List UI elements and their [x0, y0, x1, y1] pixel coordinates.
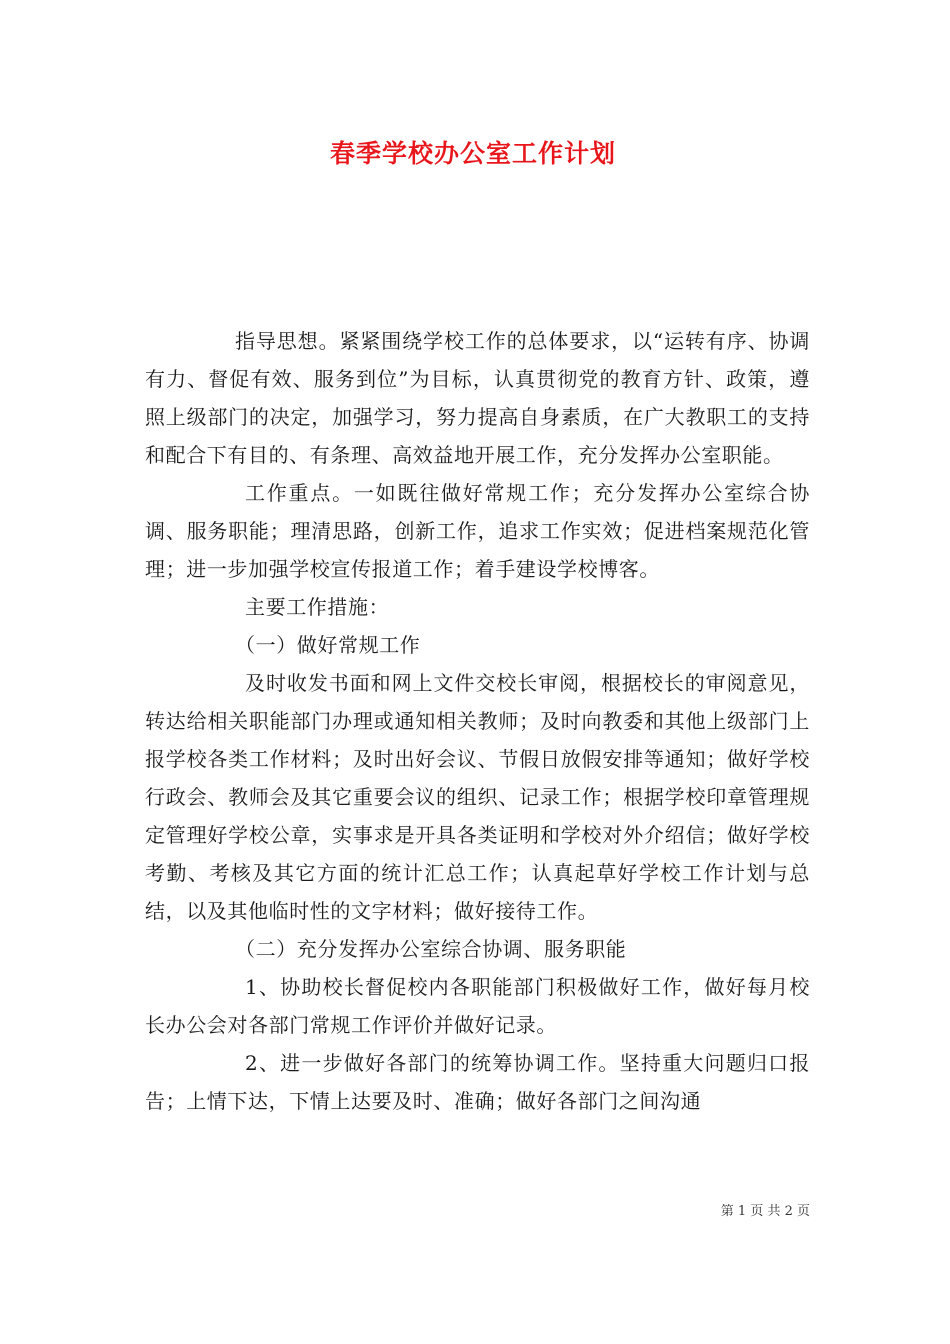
paragraph-coordination-item-1: 1、协助校长督促校内各职能部门积极做好工作，做好每月校长办公会对各部门常规工作评价并做好记录。: [145, 975, 810, 1037]
paragraph-coordination-item-2: 2、进一步做好各部门的统筹协调工作。坚持重大问题归口报告；上情下达，下情上达要及时、准确；做好各部门之间沟通: [145, 1051, 810, 1113]
paragraph-routine-work: 及时收发书面和网上文件交校长审阅，根据校长的审阅意见，转达给相关职能部门办理或通知相关教师；及时向教委和其他上级部门上报学校各类工作材料；及时出好会议、节假日放假安排等通知；做好学校行政会、教师会及其它重要会议的组织、记录工作；根据学校印章管理规定管理好学校公章，实事求是开具各类证明和学校对外介绍信；做好学校考勤、考核及其它方面的统计汇总工作；认真起草好学校工作计划与总结，以及其他临时性的文字材料；做好接待工作。: [145, 671, 810, 923]
document-title: 春季学校办公室工作计划: [330, 139, 617, 168]
section-heading-routine-work: （一）做好常规工作: [235, 633, 421, 657]
paragraph-work-focus: 工作重点。一如既往做好常规工作；充分发挥办公室综合协调、服务职能；理清思路，创新工作，追求工作实效；促进档案规范化管理；进一步加强学校宣传报道工作；着手建设学校博客。: [145, 481, 810, 581]
paragraph-main-measures: 主要工作措施：: [245, 595, 390, 619]
document-body: [145, 322, 810, 1120]
paragraph-guiding-ideology: 指导思想。紧紧围绕学校工作的总体要求，以“运转有序、协调有力、督促有效、服务到位”为目标，认真贯彻党的教育方针、政策，遵照上级部门的决定，加强学习，努力提高自身素质，在广大教职工的支持和配合下有目的、有条理、高效益地开展工作，充分发挥办公室职能。: [145, 329, 810, 467]
page-number-footer: 第 1 页 共 2 页: [720, 1204, 810, 1219]
section-heading-coordination: （二）充分发挥办公室综合协调、服务职能: [235, 937, 627, 961]
